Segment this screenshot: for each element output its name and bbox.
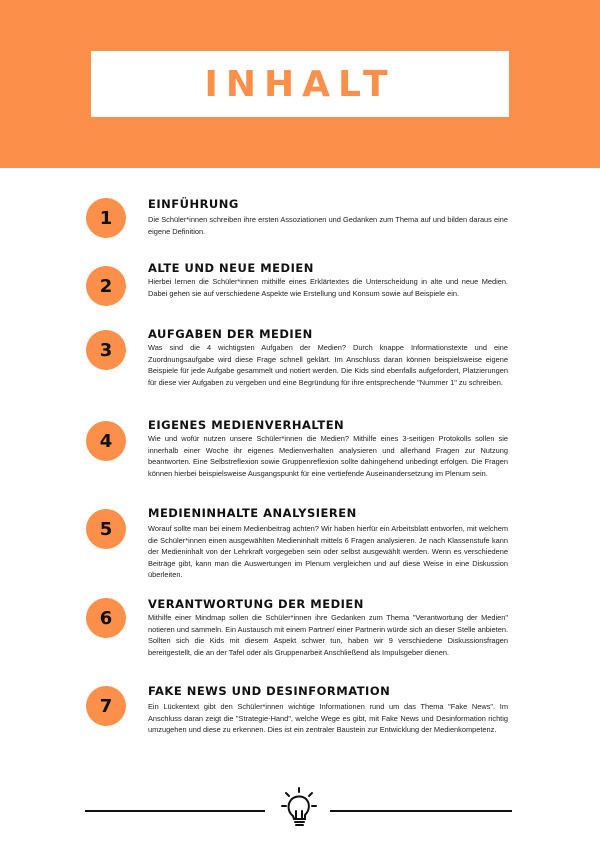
section-text: Was sind die 4 wichtigsten Aufgaben der Medien? Durch knappe Informationstexte und eine Zuordnungsaufgabe wird diese Frage schnell geklärt. Im Anschluss daran können beispielsweise eigene Beispiele für jede Aufgabe gesammelt und notiert werden. Die Kids sind ebenfalls aufgefordert, Platzierungen für diese vier Aufgaben zu vergeben und eine Begründung für ihre entsprechende "Nummer 1" zu schreiben. — [148, 343, 508, 387]
section-text: Wie und wofür nutzen unsere Schüler*innen die Medien? Mithilfe eines 3-seitigen Protokolls sollen sie innerhalb einer Woche ihr eigenes Medienverhalten analysieren und allerhand Fragen zur Nutzung beantworten. Eine Selbstreflexion sowie Gruppenreflexion sollte dahingehend unbedingt erfolgen. Die Fragen können hierbei beispielsweise Ausgangspunkt für eine vertiefende Auseinandersetzung im Plenum sein. — [148, 434, 508, 478]
footer-rule-right — [330, 810, 512, 812]
section-text: Hierbei lernen die Schüler*innen mithilfe eines Erklärtextes die Unterscheidung in alte und neue Medien. Dabei gehen sie auf verschiedene Aspekte wie Erstellung und Konsum sowie auf Beispiele ein. — [148, 277, 508, 298]
section-title: AUFGABEN DER MEDIEN — [148, 327, 313, 341]
header-banner — [0, 0, 600, 168]
section-title: MEDIENINHALTE ANALYSIEREN — [148, 506, 357, 520]
section-title: VERANTWORTUNG DER MEDIEN — [148, 597, 364, 611]
section-number-badge: 4 — [86, 421, 126, 461]
section-number-badge: 2 — [86, 266, 126, 306]
section-number-badge: 7 — [86, 686, 126, 726]
section-number-badge: 6 — [86, 598, 126, 638]
section-title: FAKE NEWS UND DESINFORMATION — [148, 684, 391, 698]
lightbulb-icon — [280, 786, 318, 830]
section-text: Die Schüler*innen schreiben ihre ersten Assoziationen und Gedanken zum Thema auf und bilden daraus eine eigene Definition. — [148, 215, 508, 236]
section-text: Ein Lückentext gibt den Schüler*innen wichtige Informationen rund um das Thema "Fake News". Im Anschluss daran zeigt die "Strategie-Hand", welche Wege es gibt, mit Fake News und Desinformation richtig umzugehen und diese zu erkennen. Dies ist ein zentraler Baustein zur Entwicklung der Medienkompetenz. — [148, 702, 508, 735]
section-text: Mithilfe einer Mindmap sollen die Schüler*innen ihre Gedanken zum Thema "Verantwortung der Medien" notieren und sammeln. Ein Austausch mit einem Partner/ einer Partnerin würde sich an dieser Stelle anbieten. Sollten sich die Kids mit diesem Aspekt schwer tun, haben wir 9 verschiedene Diskussionsfragen bereitgestellt, die an der Tafel oder als Gruppenarbeit Anschließend als Impulsgeber dienen. — [148, 613, 508, 657]
section-title: ALTE UND NEUE MEDIEN — [148, 261, 314, 275]
section-number-badge: 3 — [86, 330, 126, 370]
footer-rule-left — [85, 810, 265, 812]
section-text: Worauf sollte man bei einem Medienbeitrag achten? Wir haben hierfür ein Arbeitsblatt entworfen, mit welchem die Schüler*innen einen ausgewählten Medieninhalt mittels 6 Fragen analysieren. Je nach Klassenstufe kann der Medieninhalt von der Lehrkraft vorgegeben sein oder selbst ausgewählt werden. Wenn es verschiedene Beiträge gibt, kann man die Auswertungen im Plenum vergleichen und auf diese Weise in eine Diskussion überleiten. — [148, 524, 508, 580]
section-title: EIGENES MEDIENVERHALTEN — [148, 418, 345, 432]
title-box — [91, 51, 509, 117]
page-title: INHALT — [204, 63, 396, 105]
section-number-badge: 1 — [86, 198, 126, 238]
section-number-badge: 5 — [86, 509, 126, 549]
section-title: EINFÜHRUNG — [148, 197, 239, 211]
